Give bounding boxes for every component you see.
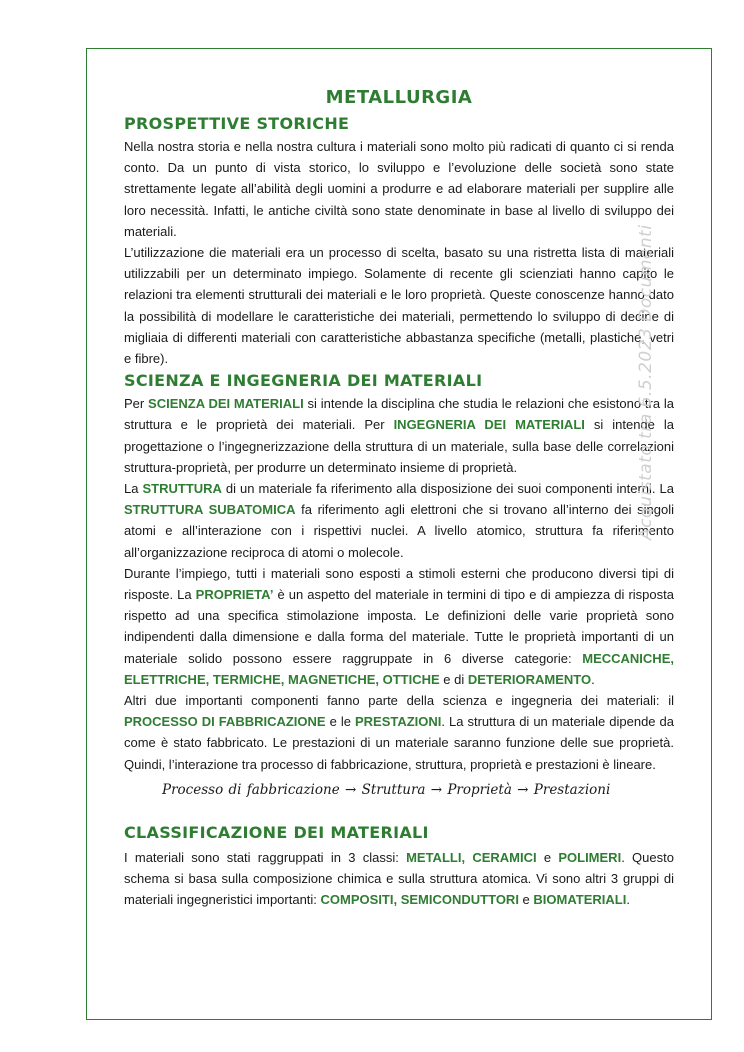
paragraph: L’utilizzazione die materiali era un processo di scelta, basato su una ristretta lista di materiali utilizzabili per un determinato impiego. Solamente di recente gli scienziati hanno capito le relazioni tra elementi strutturali dei materiali e le loro proprietà. Queste conoscenze hanno dato la possibilità di modellare le caratteristiche dei materiali, permettendo lo sviluppo di decine di migliaia di differenti materiali con caratteristiche abbastanza specifiche (metalli, plastiche, vetri e fibre).: [124, 245, 674, 367]
keyword: PRESTAZIONI: [354, 714, 442, 730]
section-heading-historical: PROSPETTIVE STORICHE: [124, 114, 350, 133]
keyword: MECCANICHE: [582, 650, 671, 666]
paragraph: Durante l’impiego, tutti i materiali sono esposti a stimoli esterni che producono diversi tipi di risposte. La PROPRIETA’ è un aspetto del materiale in termini di tipo e di ampiezza di risposta rispetto ad una specifica stimolazione imposta. Le definizioni delle varie proprietà sono indipendenti dalla dimensione e dalla forma del materiale. Tutte le proprietà importanti di un materiale solido possono essere raggruppate in 6 diverse categorie: MECCANICHE, ELETTRICHE, TERMICHE, MAGNETICHE, OTTICHE e di DETERIORAMENTO.: [124, 565, 674, 687]
keyword: DETERIORAMENTO: [467, 671, 592, 687]
keyword: CERAMICI: [472, 849, 537, 865]
keyword: INGEGNERIA DEI MATERIALI: [393, 417, 585, 433]
keyword: POLIMERI: [558, 849, 622, 865]
keyword: PROPRIETA’: [195, 587, 274, 603]
paragraph: La STRUTTURA di un materiale fa riferimento alla disposizione dei suoi componenti interni. La STRUTTURA SUBATOMICA fa riferimento agli elettroni che si trovano all’interno dei singoli atomi e all’interazione con i rispettivi nuclei. A livello atomico, struttura fa riferimento all’organizzazione reciproca di atomi o molecole.: [124, 481, 674, 560]
keyword: SEMICONDUTTORI: [400, 892, 519, 908]
page-title: METALLURGIA: [325, 87, 473, 108]
paragraph: I materiali sono stati raggruppati in 3 classi: METALLI, CERAMICI e POLIMERI. Questo schema si basa sulla composizione chimica e sulla struttura atomica. Vi sono altri 3 gruppi di materiali ingegneristici importanti: COMPOSITI, SEMICONDUTTORI e BIOMATERIALI.: [124, 849, 674, 908]
section-heading-science: SCIENZA E INGEGNERIA DEI MATERIALI: [124, 371, 483, 391]
keyword: OTTICHE: [382, 671, 440, 687]
keyword: SCIENZA DEI MATERIALI: [148, 396, 304, 412]
keyword: MAGNETICHE: [287, 671, 376, 687]
keyword: PROCESSO DI FABBRICAZIONE: [124, 714, 326, 730]
paragraph: Nella nostra storia e nella nostra cultura i materiali sono molto più radicati di quanto ci si renda conto. Da un punto di vista storico, lo sviluppo e l’evoluzione delle società sono state strettamente legate all’abilità degli uomini a produrre e ad elaborare materiali per supplire alle loro necessità. Infatti, le antiche civiltà sono state denominate in base al livello di sviluppo dei materiali.: [124, 139, 674, 239]
section-heading-classification: CLASSIFICAZIONE DEI MATERIALI: [124, 822, 429, 842]
document-body: [124, 84, 674, 911]
keyword: ELETTRICHE: [124, 671, 206, 687]
keyword: BIOMATERIALI: [533, 892, 627, 908]
keyword: STRUTTURA SUBATOMICA: [124, 502, 296, 518]
paragraph: Altri due importanti componenti fanno parte della scienza e ingegneria dei materiali: il PROCESSO DI FABBRICAZIONE e le PRESTAZIONI. La struttura di un materiale dipende da come è stato fabbricato. Le prestazioni di un materiale saranno funzione delle sue proprietà. Quindi, l’interazione tra processo di fabbricazione, struttura, proprietà e prestazioni è lineare.: [124, 693, 674, 772]
keyword: METALLI: [406, 849, 462, 865]
keyword: STRUTTURA: [142, 481, 222, 497]
keyword: COMPOSITI: [320, 892, 394, 908]
keyword: TERMICHE: [212, 671, 281, 687]
process-equation: Processo di fabbricazione → Struttura → Proprietà → Prestazioni: [162, 781, 611, 798]
paragraph: Per SCIENZA DEI MATERIALI si intende la disciplina che studia le relazioni che esistono tra la struttura e le proprietà dei materiali. Per INGEGNERIA DEI MATERIALI si intende la progettazione o l’ingegnerizzazione della struttura di un materiale, sulla base delle correlazioni struttura-proprietà, per produrre un determinato insieme di proprietà.: [124, 396, 674, 475]
watermark: Acquistato tra 6.5.2023 Documenti: [636, 224, 656, 540]
